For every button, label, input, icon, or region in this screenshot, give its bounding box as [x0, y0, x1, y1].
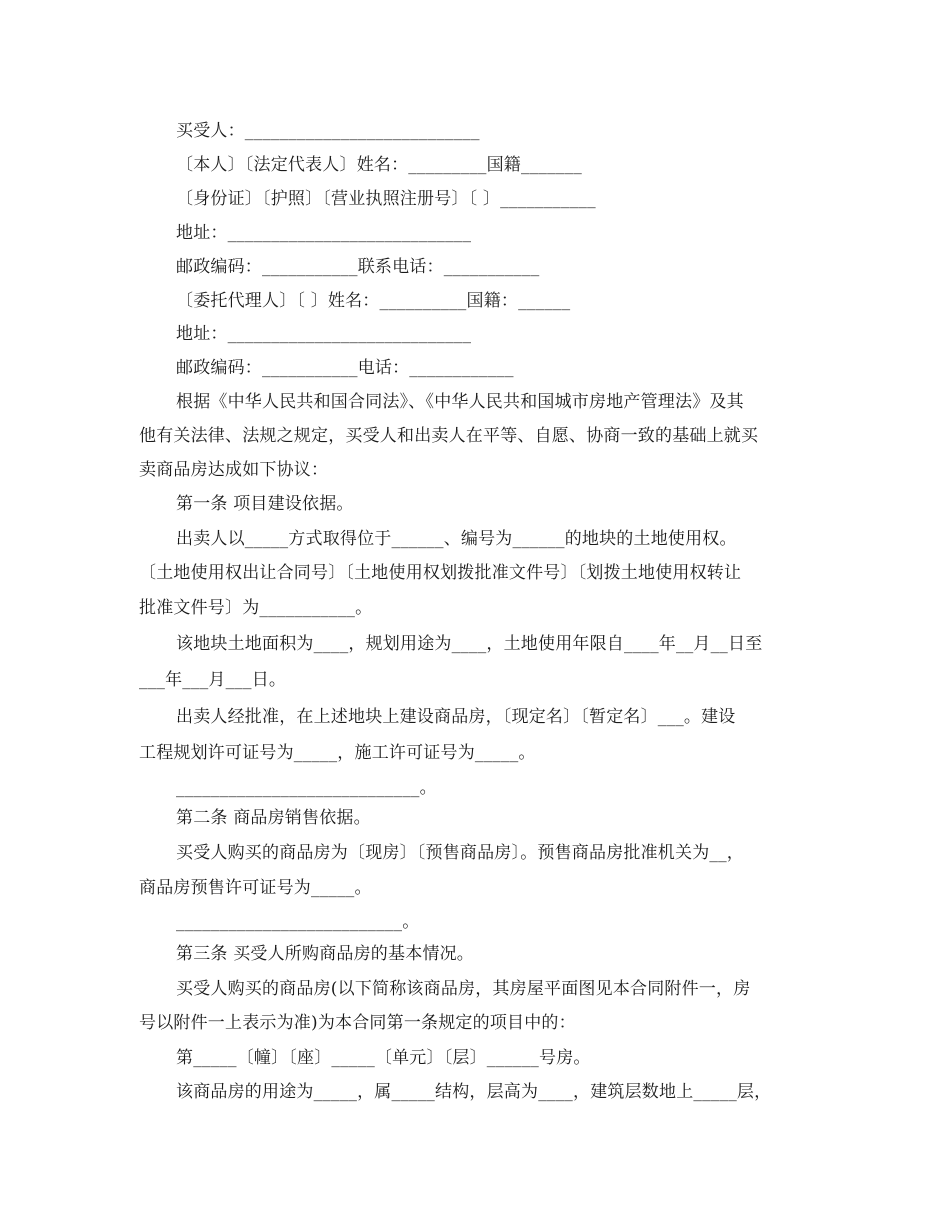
article-1-line-3: 批准文件号〕为___________。	[139, 598, 373, 618]
article-3-heading: 第三条 买受人所购商品房的基本情况。	[176, 944, 475, 964]
article-1-heading: 第一条 项目建设依据。	[176, 494, 354, 514]
article-1-line-5: ___年___月___日。	[139, 670, 287, 690]
article-1-line-8: ____________________________。	[176, 778, 437, 798]
article-1-line-2: 〔土地使用权出让合同号〕〔土地使用权划拨批准文件号〕〔划拨土地使用权转让	[139, 563, 742, 583]
agent-postcode-phone-line: 邮政编码：___________电话：____________	[176, 358, 514, 378]
article-3-line-1: 买受人购买的商品房(以下简称该商品房，其房屋平面图见本合同附件一，房	[176, 979, 751, 999]
buyer-name-nationality-line: 〔本人〕〔法定代表人〕姓名：_________国籍_______	[176, 155, 582, 175]
buyer-postcode-phone-line: 邮政编码：___________联系电话：___________	[176, 257, 540, 277]
buyer-address-line: 地址：____________________________	[176, 223, 472, 243]
article-3-line-4: 该商品房的用途为_____，属_____结构，层高为____，建筑层数地上_____层，	[176, 1082, 772, 1102]
preamble-line-3: 卖商品房达成如下协议：	[139, 460, 329, 480]
article-1-line-6: 出卖人经批准，在上述地块上建设商品房，〔现定名〕〔暂定名〕___。建设	[176, 707, 736, 727]
article-3-line-2: 号以附件一上表示为准)为本合同第一条规定的项目中的：	[139, 1013, 576, 1033]
buyer-line: 买受人：___________________________	[176, 121, 480, 141]
article-2-line-2: 商品房预售许可证号为_____。	[139, 878, 372, 898]
article-2-line-3: __________________________。	[176, 912, 420, 932]
agent-name-nationality-line: 〔委托代理人〕〔 〕姓名：__________国籍：______	[176, 291, 571, 311]
article-1-line-1: 出卖人以_____方式取得位于______、编号为______的地块的土地使用权。	[176, 529, 737, 549]
article-2-line-1: 买受人购买的商品房为〔现房〕〔预售商品房〕。预售商品房批准机关为__，	[176, 843, 744, 863]
article-1-line-4: 该地块土地面积为____，规划用途为____，土地使用年限自____年__月__日至	[176, 634, 763, 654]
article-3-line-3: 第_____〔幢〕〔座〕_____〔单元〕〔层〕______号房。	[176, 1048, 591, 1068]
preamble-line-2: 他有关法律、法规之规定，买受人和出卖人在平等、自愿、协商一致的基础上就买	[139, 426, 759, 446]
preamble-line-1: 根据《中华人民共和国合同法》、《中华人民共和国城市房地产管理法》及其	[176, 392, 744, 412]
article-1-line-7: 工程规划许可证号为_____，施工许可证号为_____。	[139, 743, 536, 763]
buyer-id-line: 〔身份证〕〔护照〕〔营业执照注册号〕〔 〕___________	[176, 189, 596, 209]
agent-address-line: 地址：____________________________	[176, 324, 472, 344]
article-2-heading: 第二条 商品房销售依据。	[176, 808, 371, 828]
